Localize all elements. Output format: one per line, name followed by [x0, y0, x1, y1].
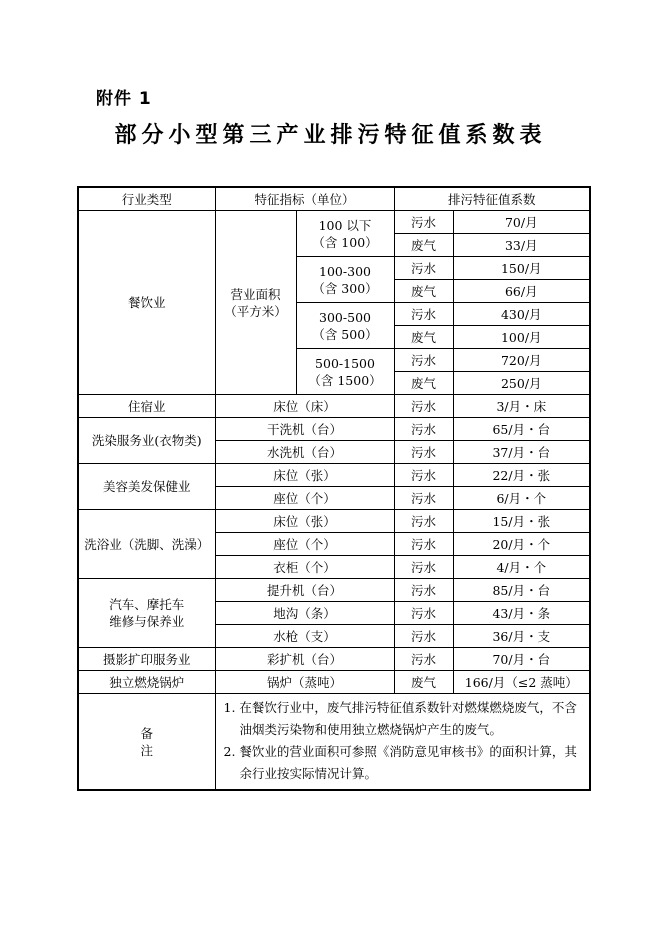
type-cell: 污水: [394, 349, 453, 372]
type-cell: 污水: [394, 579, 453, 602]
type-cell: 废气: [394, 372, 453, 395]
value-cell: 6/月・个: [453, 487, 590, 510]
table-row: [78, 671, 590, 694]
type-cell: 废气: [394, 326, 453, 349]
indicator-cell: 座位（个）: [215, 487, 394, 510]
industry-line: 汽车、摩托车: [109, 597, 185, 612]
indicator-cell: 彩扩机（台）: [215, 648, 394, 671]
indicator-cell: 水洗机（台）: [215, 441, 394, 464]
type-cell: 污水: [394, 418, 453, 441]
value-cell: 37/月・台: [453, 441, 590, 464]
coefficient-table: [77, 186, 591, 791]
indicator-cell: [215, 211, 296, 395]
value-cell: 3/月・床: [453, 395, 590, 418]
range-line: 300-500: [319, 309, 371, 325]
indicator-cell: 座位（个）: [215, 533, 394, 556]
value-cell: 4/月・个: [453, 556, 590, 579]
indicator-cell: 衣柜（个）: [215, 556, 394, 579]
industry-line: 维修与保养业: [109, 614, 185, 629]
type-cell: 污水: [394, 487, 453, 510]
value-cell: 22/月・张: [453, 464, 590, 487]
type-cell: 污水: [394, 625, 453, 648]
indicator-cell: 提升机（台）: [215, 579, 394, 602]
header-coefficient: 排污特征值系数: [394, 187, 590, 211]
industry-cell: 住宿业: [78, 395, 215, 418]
industry-cell: 美容美发保健业: [78, 464, 215, 510]
range-line: （含 1500）: [308, 372, 382, 388]
table-row: [78, 395, 590, 418]
value-cell: 15/月・张: [453, 510, 590, 533]
note-item: 2. 餐饮业的营业面积可参照《消防意见审核书》的面积计算，其余行业按实际情况计算。: [223, 744, 577, 781]
type-cell: 废气: [394, 671, 453, 694]
range-cell: [296, 211, 394, 257]
type-cell: 废气: [394, 234, 453, 257]
value-cell: 250/月: [453, 372, 590, 395]
industry-cell: 独立燃烧锅炉: [78, 671, 215, 694]
value-cell: 36/月・支: [453, 625, 590, 648]
notes-row: [78, 694, 590, 791]
type-cell: 污水: [394, 257, 453, 280]
table-row: [78, 579, 590, 602]
type-cell: 污水: [394, 211, 453, 234]
industry-cell: 摄影扩印服务业: [78, 648, 215, 671]
table-row: [78, 648, 590, 671]
type-cell: 污水: [394, 556, 453, 579]
value-cell: 100/月: [453, 326, 590, 349]
type-cell: 污水: [394, 441, 453, 464]
type-cell: 污水: [394, 648, 453, 671]
range-line: （含 500）: [312, 326, 378, 342]
industry-cell: 餐饮业: [78, 211, 215, 395]
value-cell: 720/月: [453, 349, 590, 372]
value-cell: 70/月: [453, 211, 590, 234]
range-cell: [296, 257, 394, 303]
table-header-row: [78, 187, 590, 211]
industry-cell: [78, 579, 215, 648]
table-row: [78, 418, 590, 441]
header-industry: 行业类型: [78, 187, 215, 211]
indicator-cell: 床位（张）: [215, 464, 394, 487]
notes-content: [215, 694, 590, 791]
note-item: 1. 在餐饮行业中，废气排污特征值系数针对燃煤燃烧废气，不含油烟类污染物和使用独立燃烧锅炉产生的废气。: [223, 700, 577, 737]
value-cell: 85/月・台: [453, 579, 590, 602]
type-cell: 污水: [394, 602, 453, 625]
indicator-cell: 锅炉（蒸吨）: [215, 671, 394, 694]
range-cell: [296, 303, 394, 349]
value-cell: 70/月・台: [453, 648, 590, 671]
value-cell: 65/月・台: [453, 418, 590, 441]
type-cell: 污水: [394, 510, 453, 533]
type-cell: 废气: [394, 280, 453, 303]
industry-cell: 洗染服务业(衣物类): [78, 418, 215, 464]
range-line: （含 300）: [312, 280, 378, 296]
notes-label: [78, 694, 215, 791]
notes-label-line: 注: [140, 742, 153, 758]
table-row: [78, 464, 590, 487]
type-cell: 污水: [394, 395, 453, 418]
value-cell: 66/月: [453, 280, 590, 303]
value-cell: 43/月・条: [453, 602, 590, 625]
indicator-cell: 干洗机（台）: [215, 418, 394, 441]
type-cell: 污水: [394, 303, 453, 326]
table-row: [78, 510, 590, 533]
value-cell: 166/月（≤2 蒸吨）: [453, 671, 590, 694]
header-indicator: 特征指标（单位）: [215, 187, 394, 211]
indicator-cell: 水枪（支）: [215, 625, 394, 648]
industry-cell: 洗浴业（洗脚、洗澡）: [78, 510, 215, 579]
range-cell: [296, 349, 394, 395]
notes-label-line: 备: [140, 725, 153, 741]
range-line: （含 100）: [312, 234, 378, 250]
value-cell: 430/月: [453, 303, 590, 326]
value-cell: 33/月: [453, 234, 590, 257]
type-cell: 污水: [394, 533, 453, 556]
indicator-cell: 床位（张）: [215, 510, 394, 533]
table-row: [78, 211, 590, 234]
page-title: 部分小型第三产业排污特征值系数表: [114, 123, 547, 148]
range-line: 100-300: [319, 263, 371, 279]
range-line: 500-1500: [315, 355, 375, 371]
value-cell: 20/月・个: [453, 533, 590, 556]
indicator-cell: 床位（床）: [215, 395, 394, 418]
indicator-line: （平方米）: [224, 303, 287, 319]
indicator-cell: 地沟（条）: [215, 602, 394, 625]
indicator-line: 营业面积: [230, 286, 281, 302]
value-cell: 150/月: [453, 257, 590, 280]
range-line: 100 以下: [318, 217, 372, 233]
type-cell: 污水: [394, 464, 453, 487]
attachment-label: 附件 1: [96, 89, 152, 109]
